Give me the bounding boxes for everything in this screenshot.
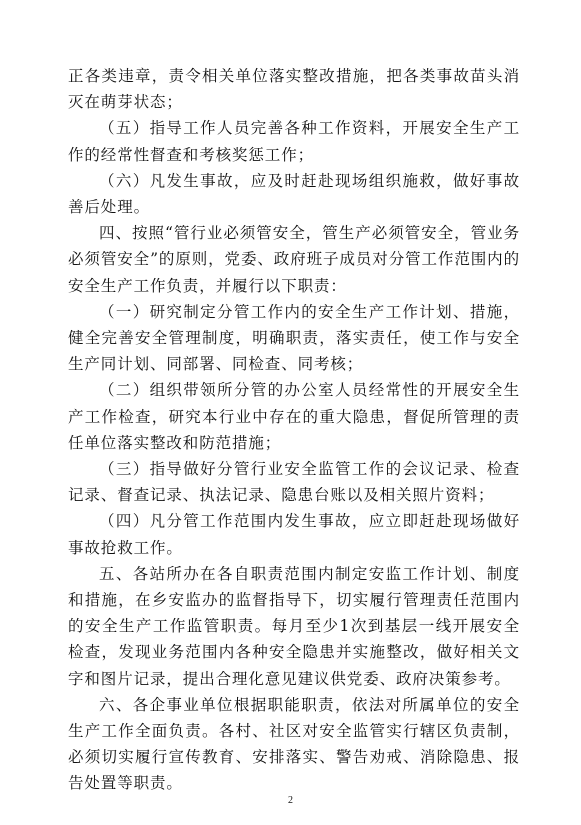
paragraph-item-5: （五）指导工作人员完善各种工作资料，开展安全生产工作的经常性督查和考核奖惩工作； (68, 119, 520, 164)
paragraph-section-5: 五、各站所办在各自职责范围内制定安监工作计划、制度和措施，在乡安监办的监督指导下，切实履行管理责任范围内的安全生产工作监管职责。每月至少1次到基层一线开展安全检查，发现业务范围内各种安全隐患并实施整改，做好相关文字和图片记录，提出合理化意见建议供党委、政府决策参考。 (68, 564, 520, 688)
paragraph-item-6: （六）凡发生事故，应及时赶赴现场组织施救，做好事故善后处理。 (68, 171, 520, 217)
paragraph-section-4: 四、按照“管行业必须管安全，管生产必须管安全，管业务必须管安全”的原则，党委、政府班子成员对分管工作范围内的安全生产工作负责，并履行以下职责： (68, 224, 520, 295)
page-number: 2 (288, 795, 293, 806)
paragraph-subitem-4: （四）凡分管工作范围内发生事故，应立即赶赴现场做好事故抢救工作。 (68, 512, 520, 557)
paragraph-continuation: 正各类违章，责令相关单位落实整改措施，把各类事故苗头消灭在萌芽状态； (68, 67, 520, 112)
paragraph-subitem-2: （二）组织带领所分管的办公室人员经常性的开展安全生产工作检查，研究本行业中存在的重大隐患，督促所管理的责任单位落实整改和防范措施； (68, 381, 520, 452)
paragraph-subitem-1: （一）研究制定分管工作内的安全生产工作计划、措施，健全完善安全管理制度，明确职责，落实责任，使工作与安全生产同计划、同部署、同检查、同考核； (68, 302, 520, 374)
paragraph-section-6: 六、各企事业单位根据职能职责，依法对所属单位的安全生产工作全面负责。各村、社区对安全监管实行辖区负责制，必须切实履行宣传教育、安排落实、警告劝戒、消除隐患、报告处置等职责。 (68, 695, 520, 793)
document-body (68, 63, 520, 797)
paragraph-subitem-3: （三）指导做好分管行业安全监管工作的会议记录、检查记录、督查记录、执法记录、隐患台账以及相关照片资料； (68, 460, 520, 505)
